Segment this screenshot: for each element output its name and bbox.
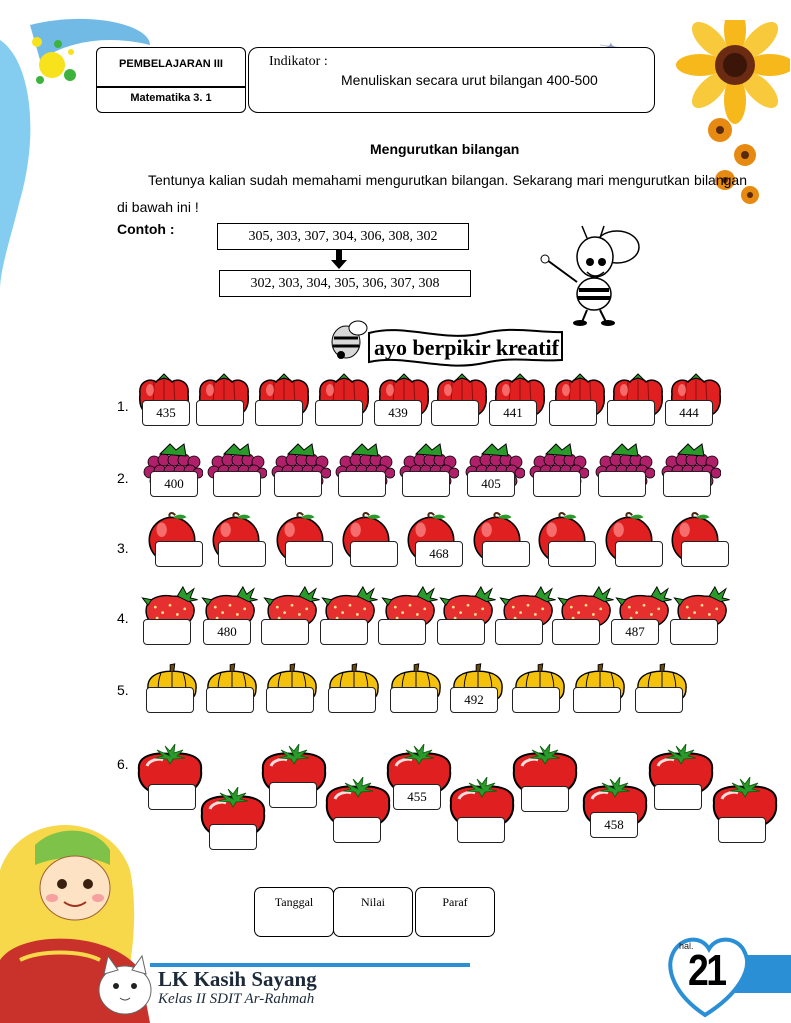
answer-box[interactable]: [521, 786, 569, 812]
page-title: Mengurutkan bilangan: [370, 141, 520, 157]
answer-box[interactable]: [607, 400, 655, 426]
row-number: 3.: [117, 540, 129, 556]
answer-box[interactable]: [274, 471, 322, 497]
answer-box[interactable]: [261, 619, 309, 645]
answer-box[interactable]: 400: [150, 471, 198, 497]
indicator-text: Menuliskan secara urut bilangan 400-500: [341, 72, 598, 88]
answer-box[interactable]: [143, 619, 191, 645]
blue-swirl-decoration: [0, 0, 150, 300]
answer-box[interactable]: [718, 817, 766, 843]
answer-box[interactable]: [148, 784, 196, 810]
page-label: hal.: [679, 941, 694, 951]
indicator-box: [248, 47, 655, 113]
answer-box[interactable]: 480: [203, 619, 251, 645]
answer-box[interactable]: [209, 824, 257, 850]
small-bee-icon: [332, 321, 367, 359]
answer-box[interactable]: [328, 687, 376, 713]
answer-box[interactable]: [333, 817, 381, 843]
answer-box[interactable]: 468: [415, 541, 463, 567]
initials-box[interactable]: Paraf: [415, 887, 495, 937]
answer-box[interactable]: [285, 541, 333, 567]
date-box[interactable]: Tanggal: [254, 887, 334, 937]
lesson-header-box: [96, 47, 246, 113]
instruction-paragraph: [117, 167, 747, 221]
score-box[interactable]: Nilai: [333, 887, 413, 937]
answer-box[interactable]: 455: [393, 784, 441, 810]
answer-box[interactable]: [437, 619, 485, 645]
creative-banner: [324, 318, 569, 374]
answer-box[interactable]: [146, 687, 194, 713]
bee-mascot-icon: [532, 222, 642, 327]
answer-box[interactable]: [482, 541, 530, 567]
answer-box[interactable]: [457, 817, 505, 843]
row-number: 5.: [117, 682, 129, 698]
answer-box[interactable]: [549, 400, 597, 426]
answer-box[interactable]: 492: [450, 687, 498, 713]
answer-box[interactable]: 435: [142, 400, 190, 426]
row-number: 4.: [117, 610, 129, 626]
row-number: 2.: [117, 470, 129, 486]
answer-box[interactable]: [598, 471, 646, 497]
answer-box[interactable]: 444: [665, 400, 713, 426]
banner-text: ayo berpikir kreatif: [374, 335, 559, 360]
answer-box[interactable]: 405: [467, 471, 515, 497]
example-unsorted-box: 305, 303, 307, 304, 306, 308, 302: [217, 223, 469, 250]
answer-box[interactable]: [431, 400, 479, 426]
row-number: 6.: [117, 756, 129, 772]
lesson-title: PEMBELAJARAN III: [119, 58, 223, 70]
answer-box[interactable]: [350, 541, 398, 567]
footer-subtitle: Kelas II SDIT Ar-Rahmah: [158, 991, 315, 1007]
footer-title: LK Kasih Sayang: [158, 967, 317, 991]
answer-box[interactable]: [681, 541, 729, 567]
page-number: 21: [688, 946, 725, 995]
example-sorted-box: 302, 303, 304, 305, 306, 307, 308: [219, 270, 471, 297]
answer-box[interactable]: 441: [489, 400, 537, 426]
page-heart-icon: [665, 915, 791, 1023]
instruction-text: Tentunya kalian sudah memahami mengurutkan bilangan. Sekarang mari mengurutkan bilangan di bawah ini !: [117, 172, 747, 215]
answer-box[interactable]: [548, 541, 596, 567]
indicator-label: Indikator :: [269, 54, 328, 69]
answer-box[interactable]: [533, 471, 581, 497]
answer-box[interactable]: [269, 782, 317, 808]
answer-box[interactable]: 487: [611, 619, 659, 645]
header-divider: [97, 86, 245, 88]
answer-box[interactable]: [378, 619, 426, 645]
example-label: Contoh :: [117, 221, 175, 237]
row-number: 1.: [117, 398, 129, 414]
answer-box[interactable]: [206, 687, 254, 713]
answer-box[interactable]: [402, 471, 450, 497]
answer-box[interactable]: [255, 400, 303, 426]
answer-box[interactable]: [495, 619, 543, 645]
arrow-down-icon: [331, 250, 347, 270]
answer-box[interactable]: [320, 619, 368, 645]
answer-box[interactable]: [390, 687, 438, 713]
answer-box[interactable]: [573, 687, 621, 713]
answer-box[interactable]: [155, 541, 203, 567]
answer-box[interactable]: [663, 471, 711, 497]
answer-box[interactable]: 439: [374, 400, 422, 426]
answer-box[interactable]: [266, 687, 314, 713]
answer-box[interactable]: [552, 619, 600, 645]
answer-box[interactable]: [213, 471, 261, 497]
subject-label: Matematika 3. 1: [130, 92, 212, 104]
answer-box[interactable]: [654, 784, 702, 810]
answer-box[interactable]: [615, 541, 663, 567]
answer-box[interactable]: [196, 400, 244, 426]
answer-box[interactable]: [635, 687, 683, 713]
answer-box[interactable]: [218, 541, 266, 567]
answer-box[interactable]: [315, 400, 363, 426]
girl-with-cat-illustration: [0, 810, 170, 1023]
answer-box[interactable]: [512, 687, 560, 713]
answer-box[interactable]: [338, 471, 386, 497]
answer-box[interactable]: [670, 619, 718, 645]
answer-box[interactable]: 458: [590, 812, 638, 838]
